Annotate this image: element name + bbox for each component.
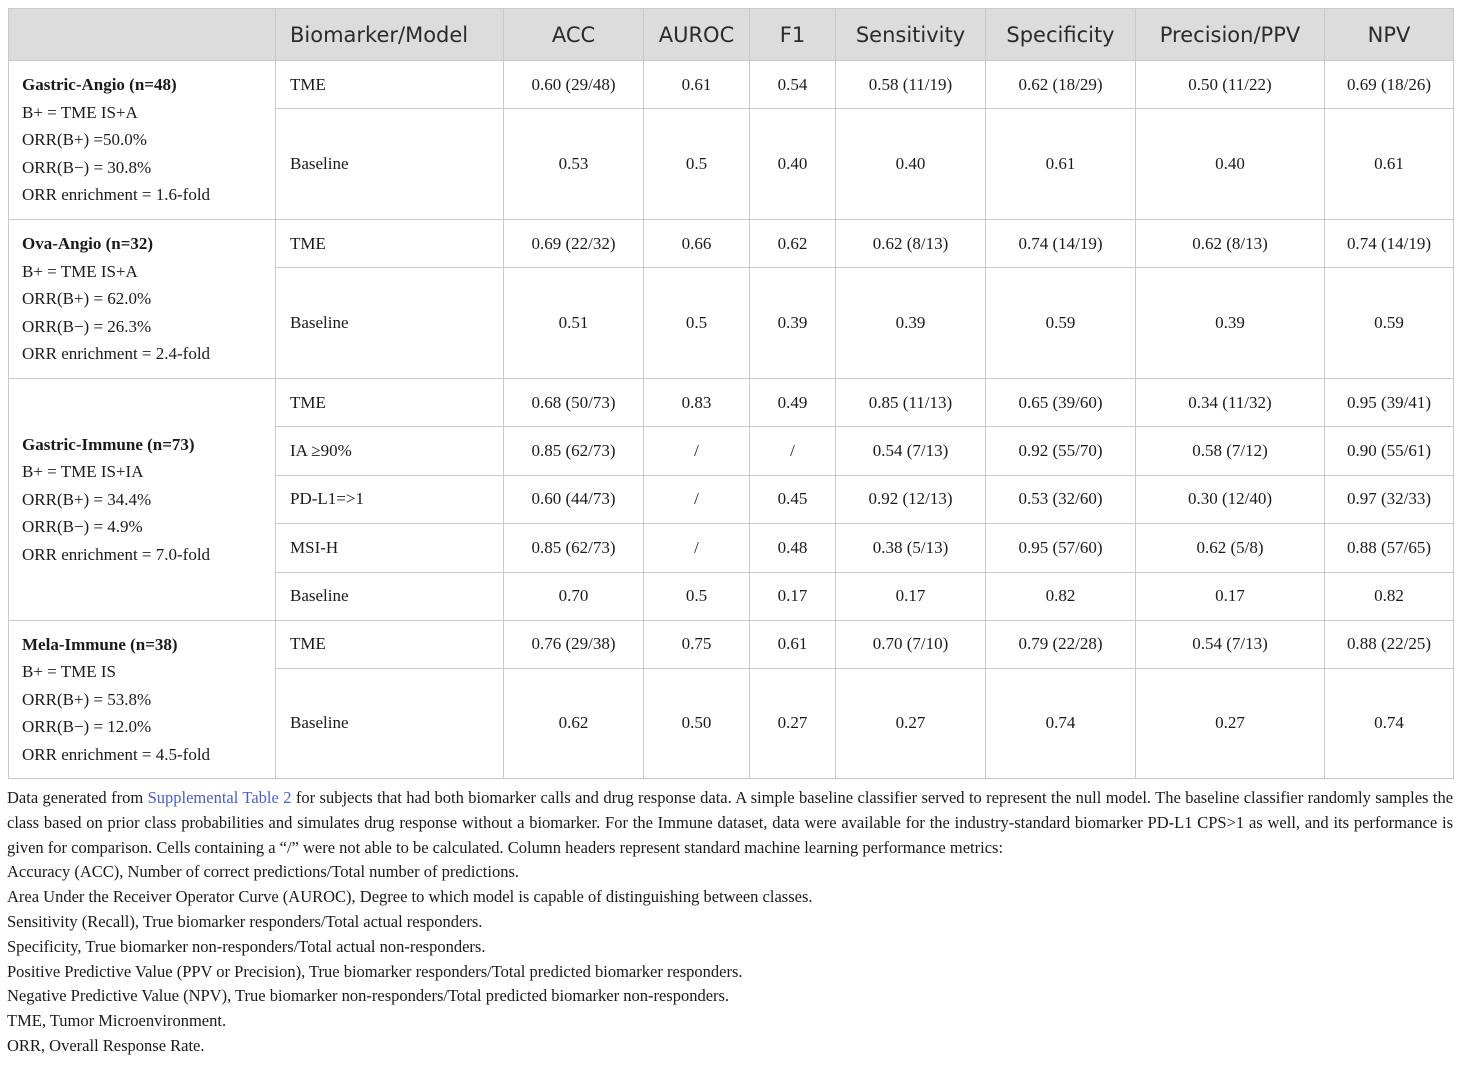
model-cell: Baseline xyxy=(276,268,504,379)
definition-ppv: Positive Predictive Value (PPV or Precision), True biomarker responders/Total predicted biomarker responders. xyxy=(7,961,743,981)
ppv-cell: 0.50 (11/22) xyxy=(1136,61,1325,109)
acc-cell: 0.68 (50/73) xyxy=(504,379,644,427)
group-detail-line: ORR enrichment = 7.0-fold xyxy=(22,544,211,564)
auroc-cell: 0.50 xyxy=(644,668,750,778)
acc-cell: 0.85 (62/73) xyxy=(504,524,644,572)
sensitivity-cell: 0.85 (11/13) xyxy=(836,379,986,427)
header-group xyxy=(9,9,276,61)
header-sensitivity: Sensitivity xyxy=(836,9,986,61)
group-detail-line: ORR(B−) = 12.0% xyxy=(22,717,152,737)
ppv-cell: 0.39 xyxy=(1136,268,1325,379)
table-row xyxy=(9,620,1454,668)
npv-cell: 0.74 xyxy=(1325,668,1454,778)
table-footnotes xyxy=(7,786,1453,1059)
header-specificity: Specificity xyxy=(986,9,1136,61)
f1-cell: 0.62 xyxy=(750,220,836,268)
footnote-intro xyxy=(7,786,1453,860)
npv-cell: 0.95 (39/41) xyxy=(1325,379,1454,427)
group-name: Mela-Immune (n=38) xyxy=(22,634,178,654)
f1-cell: 0.40 xyxy=(750,109,836,220)
specificity-cell: 0.79 (22/28) xyxy=(986,620,1136,668)
ppv-cell: 0.54 (7/13) xyxy=(1136,620,1325,668)
npv-cell: 0.90 (55/61) xyxy=(1325,427,1454,475)
group-description xyxy=(9,61,276,220)
sensitivity-cell: 0.27 xyxy=(836,668,986,778)
acc-cell: 0.69 (22/32) xyxy=(504,220,644,268)
ppv-cell: 0.40 xyxy=(1136,109,1325,220)
sensitivity-cell: 0.54 (7/13) xyxy=(836,427,986,475)
results-table xyxy=(8,8,1454,779)
specificity-cell: 0.82 xyxy=(986,572,1136,620)
auroc-cell: 0.5 xyxy=(644,109,750,220)
group-detail-line: ORR(B−) = 4.9% xyxy=(22,517,143,537)
group-detail-line: ORR enrichment = 4.5-fold xyxy=(22,744,211,764)
header-acc: ACC xyxy=(504,9,644,61)
npv-cell: 0.82 xyxy=(1325,572,1454,620)
model-cell: IA ≥90% xyxy=(276,427,504,475)
definition-tme: TME, Tumor Microenvironment. xyxy=(7,1011,227,1031)
group-detail-line: ORR(B+) = 34.4% xyxy=(22,489,152,509)
group-detail-line: B+ = TME IS+A xyxy=(22,261,138,281)
ppv-cell: 0.58 (7/12) xyxy=(1136,427,1325,475)
npv-cell: 0.88 (22/25) xyxy=(1325,620,1454,668)
group-detail-line: ORR(B−) = 30.8% xyxy=(22,157,152,177)
sensitivity-cell: 0.17 xyxy=(836,572,986,620)
group-detail-line: B+ = TME IS+IA xyxy=(22,462,144,482)
f1-cell: 0.48 xyxy=(750,524,836,572)
specificity-cell: 0.61 xyxy=(986,109,1136,220)
specificity-cell: 0.59 xyxy=(986,268,1136,379)
definition-acc: Accuracy (ACC), Number of correct predictions/Total number of predictions. xyxy=(7,862,520,882)
f1-cell: 0.27 xyxy=(750,668,836,778)
definition-npv: Negative Predictive Value (NPV), True biomarker non-responders/Total predicted biomarker non-responders. xyxy=(7,986,730,1006)
npv-cell: 0.97 (32/33) xyxy=(1325,475,1454,523)
group-name: Gastric-Angio (n=48) xyxy=(22,75,177,95)
supplemental-table-link[interactable]: Supplemental Table 2 xyxy=(147,788,292,807)
auroc-cell: 0.83 xyxy=(644,379,750,427)
acc-cell: 0.51 xyxy=(504,268,644,379)
auroc-cell: 0.66 xyxy=(644,220,750,268)
table-row xyxy=(9,379,1454,427)
specificity-cell: 0.74 xyxy=(986,668,1136,778)
group-description xyxy=(9,379,276,621)
ppv-cell: 0.62 (5/8) xyxy=(1136,524,1325,572)
npv-cell: 0.69 (18/26) xyxy=(1325,61,1454,109)
f1-cell: / xyxy=(750,427,836,475)
specificity-cell: 0.92 (55/70) xyxy=(986,427,1136,475)
ppv-cell: 0.34 (11/32) xyxy=(1136,379,1325,427)
header-row xyxy=(9,9,1454,61)
auroc-cell: 0.5 xyxy=(644,268,750,379)
model-cell: Baseline xyxy=(276,109,504,220)
group-detail-line: ORR(B+) = 62.0% xyxy=(22,289,152,309)
specificity-cell: 0.62 (18/29) xyxy=(986,61,1136,109)
table-body xyxy=(9,61,1454,779)
header-npv: NPV xyxy=(1325,9,1454,61)
npv-cell: 0.59 xyxy=(1325,268,1454,379)
definition-sensitivity: Sensitivity (Recall), True biomarker responders/Total actual responders. xyxy=(7,911,483,931)
auroc-cell: 0.61 xyxy=(644,61,750,109)
sensitivity-cell: 0.40 xyxy=(836,109,986,220)
definition-auroc: Area Under the Receiver Operator Curve (AUROC), Degree to which model is capable of distinguishing between classes. xyxy=(7,887,813,907)
acc-cell: 0.85 (62/73) xyxy=(504,427,644,475)
sensitivity-cell: 0.39 xyxy=(836,268,986,379)
sensitivity-cell: 0.70 (7/10) xyxy=(836,620,986,668)
acc-cell: 0.60 (44/73) xyxy=(504,475,644,523)
model-cell: TME xyxy=(276,379,504,427)
model-cell: TME xyxy=(276,61,504,109)
ppv-cell: 0.62 (8/13) xyxy=(1136,220,1325,268)
specificity-cell: 0.53 (32/60) xyxy=(986,475,1136,523)
group-detail-line: ORR(B−) = 26.3% xyxy=(22,316,152,336)
f1-cell: 0.61 xyxy=(750,620,836,668)
header-auroc: AUROC xyxy=(644,9,750,61)
npv-cell: 0.74 (14/19) xyxy=(1325,220,1454,268)
sensitivity-cell: 0.62 (8/13) xyxy=(836,220,986,268)
header-f1: F1 xyxy=(750,9,836,61)
f1-cell: 0.17 xyxy=(750,572,836,620)
model-cell: TME xyxy=(276,620,504,668)
group-detail-line: ORR(B+) = 53.8% xyxy=(22,689,152,709)
group-detail-line: ORR(B+) =50.0% xyxy=(22,130,147,150)
group-description xyxy=(9,620,276,778)
group-description xyxy=(9,220,276,379)
auroc-cell: 0.5 xyxy=(644,572,750,620)
specificity-cell: 0.65 (39/60) xyxy=(986,379,1136,427)
ppv-cell: 0.27 xyxy=(1136,668,1325,778)
auroc-cell: / xyxy=(644,475,750,523)
f1-cell: 0.39 xyxy=(750,268,836,379)
model-cell: MSI-H xyxy=(276,524,504,572)
header-biomarker-model: Biomarker/Model xyxy=(276,9,504,61)
group-detail-line: B+ = TME IS xyxy=(22,662,116,682)
acc-cell: 0.62 xyxy=(504,668,644,778)
ppv-cell: 0.30 (12/40) xyxy=(1136,475,1325,523)
npv-cell: 0.88 (57/65) xyxy=(1325,524,1454,572)
model-cell: TME xyxy=(276,220,504,268)
table-row xyxy=(9,220,1454,268)
model-cell: Baseline xyxy=(276,572,504,620)
acc-cell: 0.70 xyxy=(504,572,644,620)
f1-cell: 0.49 xyxy=(750,379,836,427)
footnote-intro-end: for subjects that had both biomarker calls and drug response data. A simple baseline classifier served to represent the null model. The baseline classifier randomly samples the class based on prior class probabilities and simulates drug response without a biomarker. For the Immune dataset, data were available for the industry-standard biomarker PD-L1 CPS>1 as well, and its performance is given for comparison. Cells containing a “/” were not able to be calculated. Column headers represent standard machine learning performance metrics: xyxy=(7,788,1454,857)
header-precision-ppv: Precision/PPV xyxy=(1136,9,1325,61)
model-cell: Baseline xyxy=(276,668,504,778)
specificity-cell: 0.95 (57/60) xyxy=(986,524,1136,572)
npv-cell: 0.61 xyxy=(1325,109,1454,220)
group-name: Ova-Angio (n=32) xyxy=(22,234,154,254)
acc-cell: 0.53 xyxy=(504,109,644,220)
auroc-cell: / xyxy=(644,427,750,475)
ppv-cell: 0.17 xyxy=(1136,572,1325,620)
f1-cell: 0.54 xyxy=(750,61,836,109)
group-name: Gastric-Immune (n=73) xyxy=(22,434,195,454)
definition-specificity: Specificity, True biomarker non-responders/Total actual non-responders. xyxy=(7,936,486,956)
acc-cell: 0.60 (29/48) xyxy=(504,61,644,109)
group-detail-line: ORR enrichment = 1.6-fold xyxy=(22,185,211,205)
acc-cell: 0.76 (29/38) xyxy=(504,620,644,668)
definition-orr: ORR, Overall Response Rate. xyxy=(7,1035,205,1055)
table-row xyxy=(9,61,1454,109)
sensitivity-cell: 0.38 (5/13) xyxy=(836,524,986,572)
auroc-cell: / xyxy=(644,524,750,572)
f1-cell: 0.45 xyxy=(750,475,836,523)
specificity-cell: 0.74 (14/19) xyxy=(986,220,1136,268)
sensitivity-cell: 0.58 (11/19) xyxy=(836,61,986,109)
group-detail-line: ORR enrichment = 2.4-fold xyxy=(22,344,211,364)
footnote-intro-start: Data generated from xyxy=(7,788,148,807)
model-cell: PD-L1=>1 xyxy=(276,475,504,523)
group-detail-line: B+ = TME IS+A xyxy=(22,102,138,122)
auroc-cell: 0.75 xyxy=(644,620,750,668)
sensitivity-cell: 0.92 (12/13) xyxy=(836,475,986,523)
